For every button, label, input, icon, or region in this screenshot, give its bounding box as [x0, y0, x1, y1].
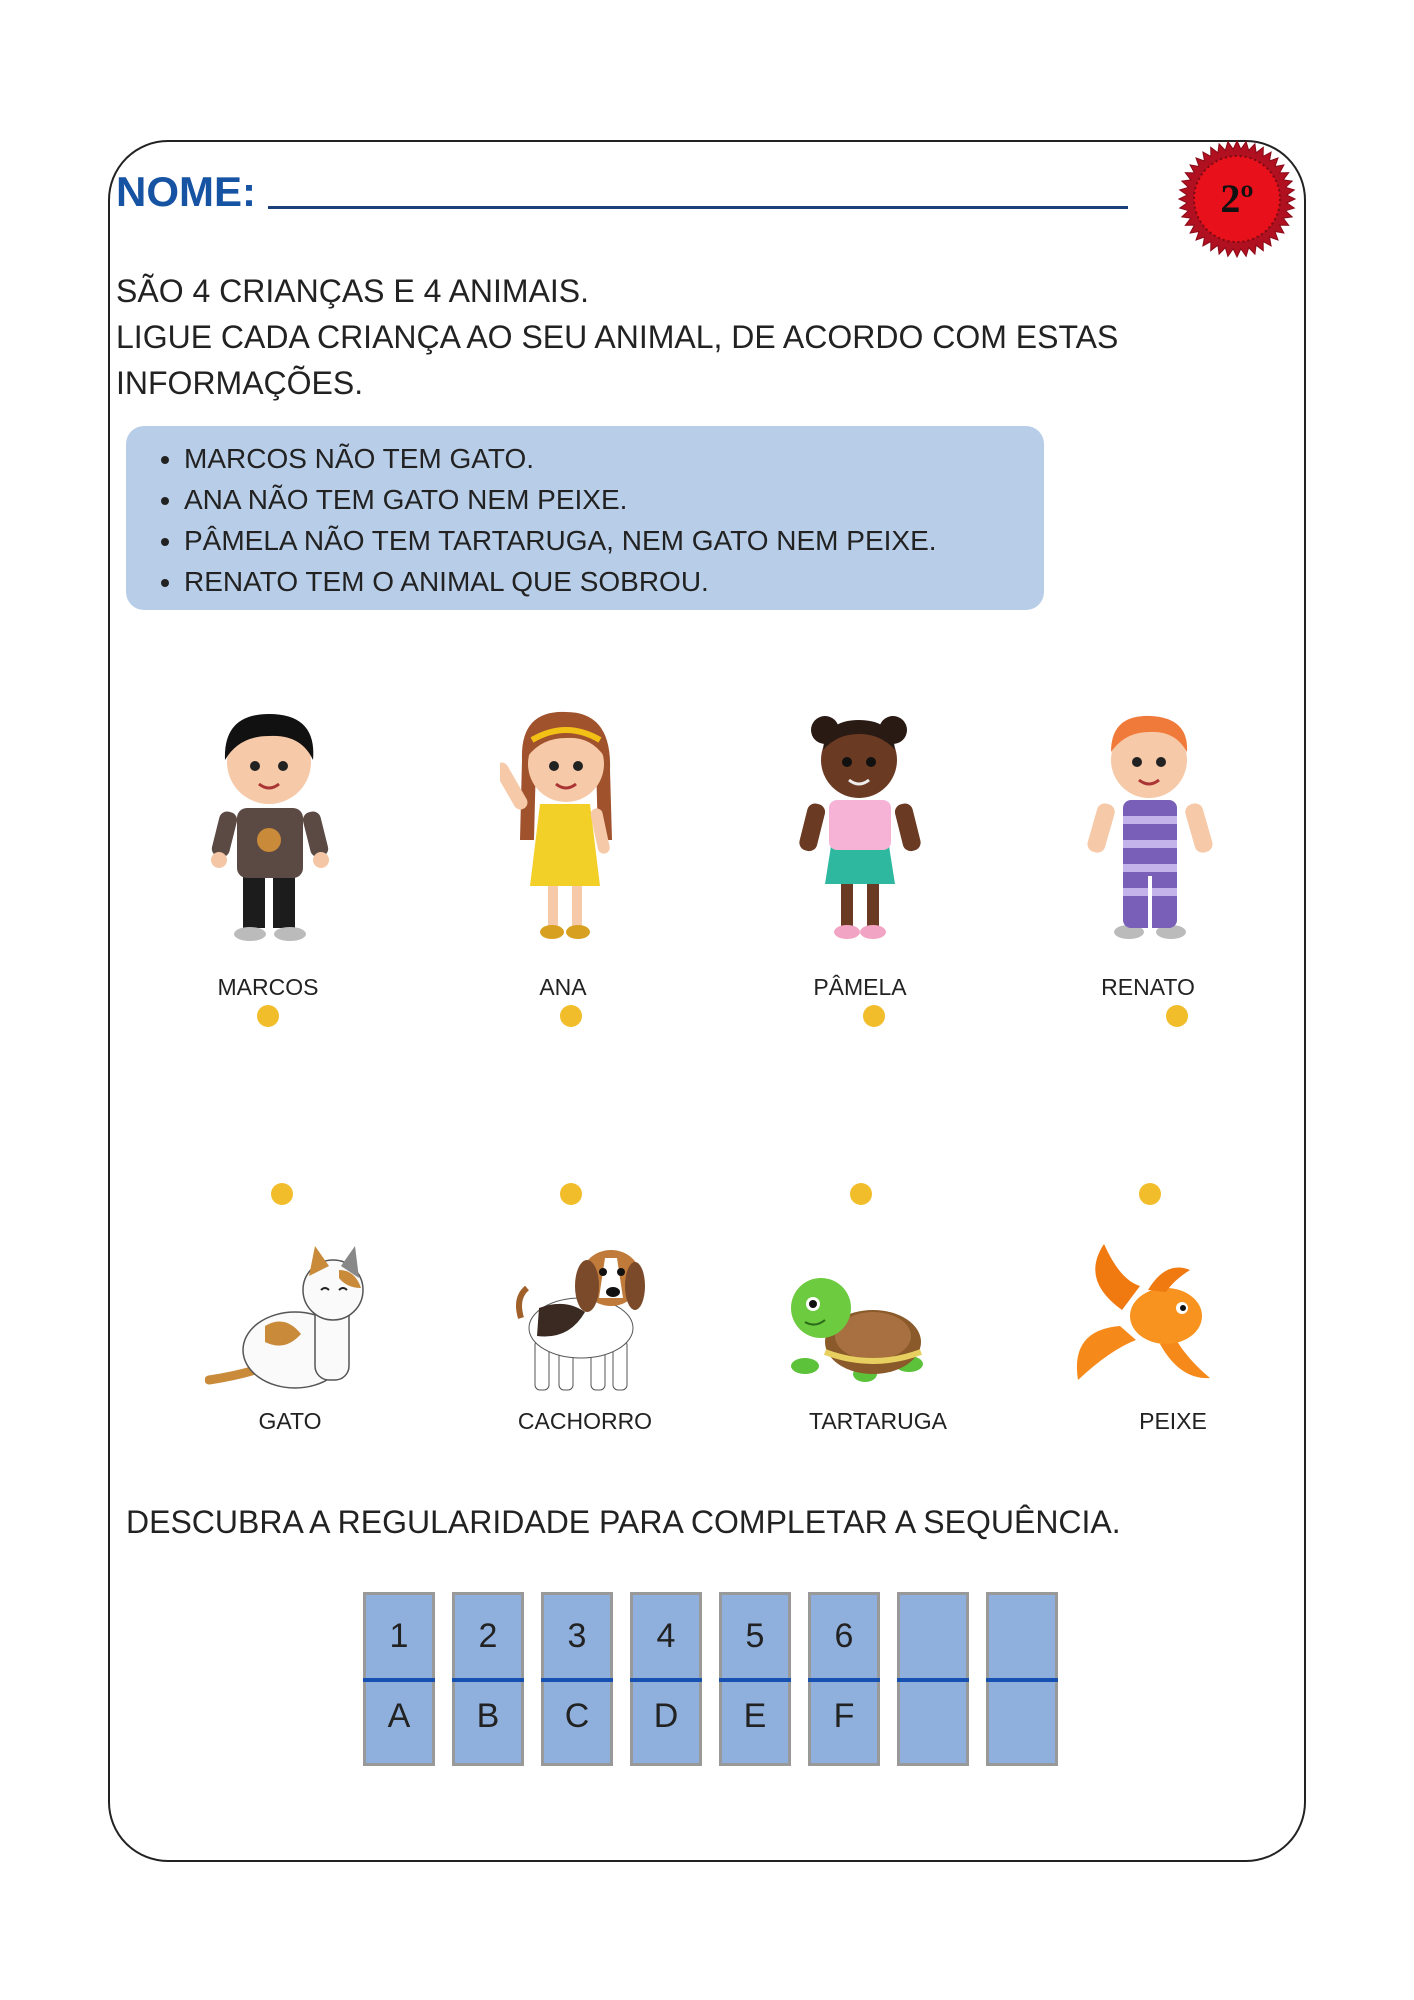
animal-name-cachorro: CACHORRO	[517, 1408, 653, 1434]
sequence-cell	[452, 1592, 524, 1766]
animal-connect-dot[interactable]	[850, 1183, 872, 1205]
child-connect-dot[interactable]	[560, 1005, 582, 1027]
goldfish-icon	[1070, 1240, 1210, 1390]
rule-item: • MARCOS NÃO TEM GATO.	[184, 438, 1044, 479]
child-name-marcos: MARCOS	[217, 974, 319, 1000]
sequence-letter: D	[653, 1697, 679, 1735]
animal-name-tartaruga: TARTARUGA	[808, 1408, 947, 1434]
child-connect-dot[interactable]	[257, 1005, 279, 1027]
sequence-instruction: DESCUBRA A REGULARIDADE PARA COMPLETAR A SEQUÊNCIA.	[126, 1504, 1121, 1540]
seal-icon	[1178, 140, 1296, 258]
sequence-number: 6	[834, 1617, 854, 1655]
animal-name-peixe: PEIXE	[1139, 1408, 1207, 1434]
child-name-ana: ANA	[539, 974, 587, 1000]
sequence-cell	[719, 1592, 791, 1766]
child-connect-dot[interactable]	[863, 1005, 885, 1027]
animal-connect-dot[interactable]	[271, 1183, 293, 1205]
boy-striped-overalls-icon	[1085, 700, 1215, 950]
rule-item: • ANA NÃO TEM GATO NEM PEIXE.	[184, 479, 1044, 520]
name-input-line[interactable]	[268, 206, 1128, 209]
girl-yellow-dress-icon	[500, 700, 630, 950]
sequence-number: 4	[656, 1617, 676, 1655]
girl-pink-shirt-icon	[795, 700, 925, 950]
sequence-cell	[630, 1592, 702, 1766]
sequence-number: 3	[567, 1617, 587, 1655]
sequence-letter: A	[387, 1697, 411, 1735]
child-name-renato: RENATO	[1101, 974, 1195, 1000]
intro-text	[116, 268, 1256, 406]
sequence-number: 1	[389, 1617, 409, 1655]
intro-line-2: LIGUE CADA CRIANÇA AO SEU ANIMAL, DE ACORDO COM ESTAS	[116, 319, 1119, 355]
dog-icon	[515, 1228, 650, 1398]
boy-black-hair-icon	[205, 700, 335, 950]
sequence-number: 5	[745, 1617, 765, 1655]
name-label: NOME:	[116, 168, 256, 215]
rule-item: • PÂMELA NÃO TEM TARTARUGA, NEM GATO NEM PEIXE.	[184, 520, 1044, 561]
sequence-cell-blank[interactable]	[986, 1592, 1058, 1766]
grade-badge	[1178, 140, 1296, 258]
sequence-cell-blank[interactable]	[897, 1592, 969, 1766]
animal-name-gato: GATO	[258, 1408, 322, 1434]
grade-badge-text: 2º	[1220, 176, 1254, 221]
sequence-letter: C	[564, 1697, 590, 1735]
rule-item: • RENATO TEM O ANIMAL QUE SOBROU.	[184, 561, 1044, 602]
child-connect-dot[interactable]	[1166, 1005, 1188, 1027]
child-name-pamela: PÂMELA	[813, 974, 907, 1000]
animal-connect-dot[interactable]	[560, 1183, 582, 1205]
sequence-letter: E	[743, 1697, 767, 1735]
sequence-cell	[808, 1592, 880, 1766]
sequence-number: 2	[478, 1617, 498, 1655]
intro-line-3: INFORMAÇÕES.	[116, 365, 364, 401]
turtle-icon	[785, 1270, 925, 1390]
sequence-cell	[541, 1592, 613, 1766]
cat-icon	[205, 1230, 380, 1395]
rules-box	[126, 426, 1044, 610]
sequence-letter: B	[476, 1697, 500, 1735]
intro-line-1: SÃO 4 CRIANÇAS E 4 ANIMAIS.	[116, 273, 590, 309]
animal-connect-dot[interactable]	[1139, 1183, 1161, 1205]
sequence-cell	[363, 1592, 435, 1766]
sequence-letter: F	[833, 1697, 855, 1735]
